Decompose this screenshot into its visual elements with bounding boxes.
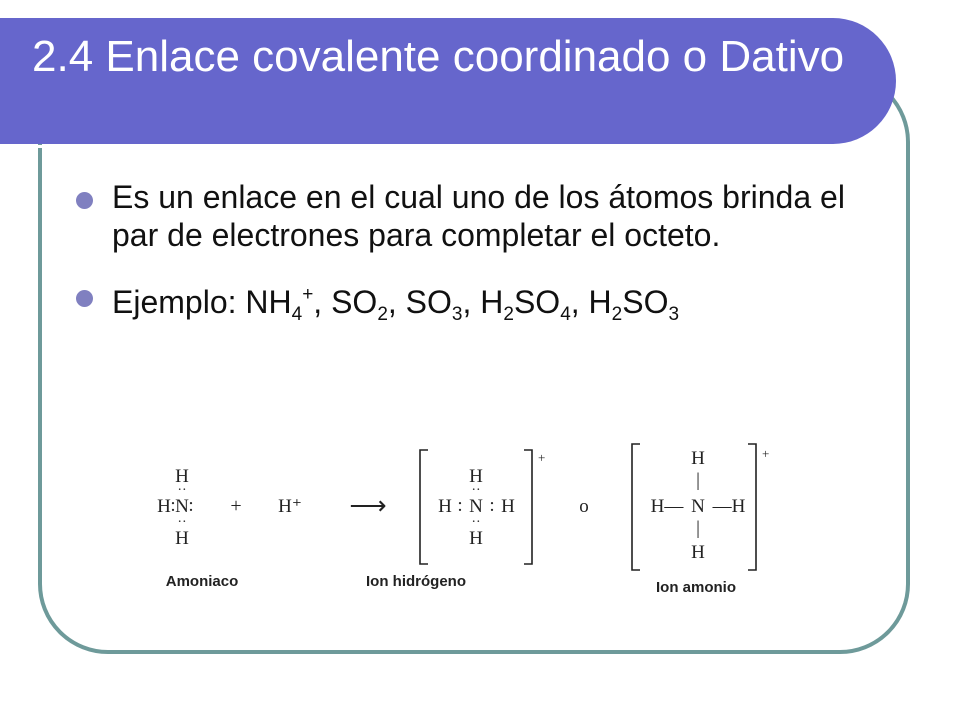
title-underline [0,145,846,148]
ammonium-charge-1: + [538,450,546,465]
or-label: o [579,496,589,517]
ammonium-pair-top: ·· [471,483,481,498]
ammonium-formation-diagram [140,440,800,610]
left-bracket-1 [420,450,428,564]
structural-bond-bottom: | [696,518,700,539]
hydrogen-ion: H⁺ [278,496,302,517]
structural-h-right: —H [712,496,746,517]
structural-h-left: H— [650,496,684,517]
title-bar [0,18,896,144]
formula-nh4: $NH_4^+$ [245,284,314,325]
ammonium-pair-right: : [489,495,495,516]
ammonia-pair-bottom: ·· [177,515,187,530]
bullet-definition-text: Es un enlace en el cual uno de los átomos brinda el par de electrones para completar el octeto. [112,179,845,253]
structural-bond-top: | [696,470,700,491]
plus-sign: + [230,495,242,517]
left-bracket-2 [632,444,640,570]
caption-ion-hidrogeno: Ion hidrógeno [366,573,466,590]
ammonia-pair-right: : [188,495,194,516]
ammonium-h-right: H [501,496,515,517]
ammonium-h-left: H [438,496,452,517]
ammonia-h-left: H [157,496,171,517]
ammonia-pair-left: : [170,495,176,516]
structural-h-bottom: H [691,542,705,563]
ammonium-h-top: H [469,466,483,487]
ammonium-n: N [469,496,483,517]
bullet-definition [72,178,892,254]
caption-ion-amonio: Ion amonio [656,579,736,596]
slide-title: 2.4 Enlace covalente coordinado o Dativo [32,32,845,81]
ammonia-pair-top: ·· [177,483,187,498]
ammonia-n: N [175,496,189,517]
formula-h2so3: $H_2SO_3$ [588,284,680,325]
example-label: Ejemplo: [112,284,237,320]
structural-n: N [691,496,705,517]
ammonium-pair-left: : [457,495,463,516]
bullet-example: Ejemplo: $NH_4^+$, $SO_2$, $SO_3$, $H_2SO_4$, $H_2SO_3$ [72,276,892,334]
right-bracket-1 [524,450,532,564]
bullet-dot-icon [76,290,93,307]
formula-so3: $SO_3$ [405,284,463,325]
bullet-list [72,178,892,334]
ammonium-pair-bottom: ·· [471,515,481,530]
ammonium-h-bottom: H [469,528,483,549]
ammonium-charge-2: + [762,446,770,461]
formula-h2so4: $H_2SO_4$ [480,284,571,325]
ammonia-lewis-structure [157,466,194,549]
ammonia-h-bottom: H [175,528,189,549]
caption-amoniaco: Amoniaco [165,573,239,590]
reaction-arrow-icon: ⟶ [349,491,387,520]
right-bracket-2 [748,444,756,570]
bullet-dot-icon [76,192,93,209]
ammonia-h-top: H [175,466,189,487]
formula-so2: $SO_2$ [331,284,388,325]
structural-h-top: H [691,448,705,469]
